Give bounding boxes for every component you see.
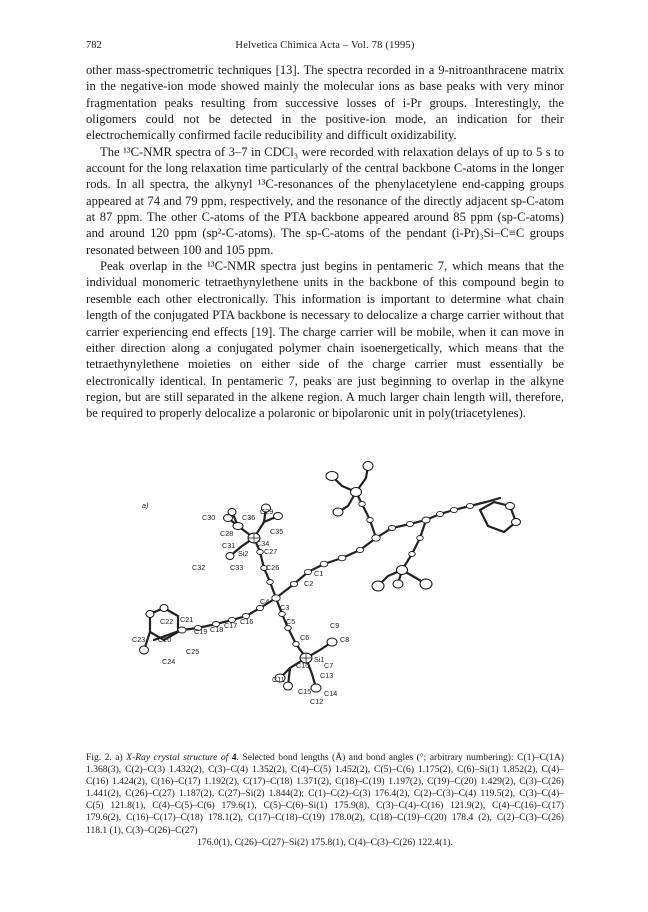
atom-label-c15: C15 (298, 687, 312, 696)
atom-label-c18: C18 (210, 625, 224, 634)
atom-label-c5: C5 (286, 617, 296, 626)
atom-label-c17: C17 (224, 621, 238, 630)
page-number: 782 (86, 40, 102, 51)
atom-label-c27: C27 (264, 547, 278, 556)
atom-label-c10: C10 (296, 661, 310, 670)
atom-label-c19: C19 (194, 627, 208, 636)
atom-label-c25: C25 (186, 647, 200, 656)
atom-label-c22: C22 (160, 617, 174, 626)
figure-caption (86, 752, 564, 849)
atom-label-c31: C31 (222, 541, 236, 550)
paragraph-1: other mass-spectrometric techniques [13]. The spectra recorded in a 9-nitroanthracene matrix in the negative-ion mode showed mainly the molecular ions as base peaks with very minor fragmentation peaks resulting from successive losses of i-Pr groups. Interestingly, the oligomers could not be detected in the positive-ion mode, an indication for their electrochemically confirmed facile reducibility and difficult oxidizability. (86, 63, 564, 143)
caption-fig-label: Fig. 2. a) (86, 752, 123, 763)
atom-label-c21: C21 (180, 615, 194, 624)
heavy-atom-ellipsoids (140, 462, 521, 693)
atom-label-c8: C8 (340, 635, 350, 644)
atom-label-c30: C30 (202, 513, 216, 522)
atom-label-c1: C1 (314, 569, 324, 578)
atom-label-c7: C7 (324, 661, 334, 670)
atom-label-c33: C33 (230, 563, 244, 572)
caption-title: X-Ray crystal structure of (126, 752, 229, 763)
caption-compound: 4 (231, 752, 237, 763)
ortep-drawing (120, 446, 528, 726)
running-head: Helvetica Chimica Acta – Vol. 78 (1995) (235, 40, 415, 51)
atom-label-c29: C29 (260, 507, 274, 516)
atom-label-c36: C36 (242, 513, 256, 522)
atom-label-c23: C23 (132, 635, 146, 644)
atom-label-c13: C13 (320, 671, 334, 680)
atom-label-c11: C11 (272, 675, 285, 684)
atom-label-c16: C16 (240, 617, 254, 626)
atom-label-c9: C9 (330, 621, 340, 630)
atom-label-c20: C20 (158, 635, 172, 644)
caption-body: . Selected bond lengths (Å) and bond angles (°; arbitrary numbering): C(1)–C(1A) 1.368(3), C(2)–C(3) 1.432(2), C(3)–C(4) 1.352(2), C(4)–C(5) 1.452(2), C(5)–C(6) 1.175(2), C(6)–Si(1) 1.852(2), C(4)–C(16) 1.424(2), C(16)–C(17) 1.192(2), C(17)–C(18) 1.371(2), C(18)–C(19) 1.197(2), C(19)–C(20) 1.429(2), C(3)–C(26) 1.441(2), C(26)–C(27) 1.187(2), C(27)–Si(2) 1.844(2); C(1)–C(2)–C(3) 176.4(2), C(2)–C(3)–C(4) 119.5(2), C(3)–C(4)–C(5) 121.8(1), C(4)–C(5)–C(6) 179.6(1), C(5)–C(6)–Si(1) 175.9(8), C(3)–C(4)–C(16) 121.9(2), C(4)–C(16)–C(17) 179.6(2), C(16)–C(17)–C(18) 178.1(2), C(17)–C(18)–C(19) 178.0(2), C(18)–C(19)–C(20) 178.4 (2), C(2)–C(3)–C(26) 118.1 (1), C(3)–C(26)–C(27) (86, 752, 564, 836)
page-header (86, 40, 564, 54)
paragraph-3: Peak overlap in the ¹³C-NMR spectra just begins in pentameric 7, which means that the individual monomeric tetraethynylethene units in the backbone of this compound begin to resemble each other electronically. This information is important to determine what chain length of the conjugated PTA backbone is necessary to delocalize a charge carrier without that carrier experiencing end effects [19]. The charge carrier will be mobile, when it can move in either direction along a conjugated polymer chain isoenergetically, which means that the tetraethynylethene moieties on either side of the charge carrier must essentially be electronically identical. In pentameric 7, peaks are just beginning to overlap in the alkyne region, but are still separated in the alkene region. A much larger chain length will, therefore, be required to properly delocalize a polaronic or bipolaronic unit in poly(triacetylenes). (86, 259, 564, 421)
atom-label-c2: C2 (304, 579, 314, 588)
caption-last-line: 176.0(1), C(26)–C(27)–Si(2) 175.8(1), C(4)–C(3)–C(26) 122.4(1). (197, 836, 453, 848)
atom-label-c28: C28 (220, 529, 234, 538)
atom-label-c24: C24 (162, 657, 176, 666)
crystal-structure-figure (120, 446, 528, 726)
atom-label-c32: C32 (192, 563, 206, 572)
atom-label-si2: Si2 (238, 549, 249, 558)
body-text (86, 62, 564, 422)
atom-label-c34: C34 (256, 539, 270, 548)
atom-label-c26: C26 (266, 563, 280, 572)
atom-label-c12: C12 (310, 697, 324, 706)
atom-label-c4: C4 (260, 597, 270, 606)
backbone-bonds (144, 466, 516, 688)
atom-label-si1: Si1 (314, 655, 325, 664)
paragraph-2: The ¹³C-NMR spectra of 3–7 in CDCl₃ were recorded with relaxation delays of up to 5 s to account for the long relaxation time particularly of the central backbone C-atoms in the longer rods. In all spectra, the alkynyl ¹³C-resonances of the phenylacetylene end-capping groups appeared at 74 and 79 ppm, respectively, and the resonance of the directly adjacent sp-C-atom at 87 ppm. The other C-atoms of the PTA backbone appeared around 85 ppm (sp-C-atoms) and around 120 ppm (sp²-C-atoms). The sp-C-atoms of the pendant (i-Pr)₃Si–C≡C groups resonated between 100 and 105 ppm. (86, 144, 564, 257)
atom-label-c3: C3 (280, 603, 290, 612)
atom-label-c35: C35 (270, 527, 284, 536)
panel-label: a) (142, 501, 149, 510)
atom-label-c14: C14 (324, 689, 338, 698)
atom-label-c6: C6 (300, 633, 310, 642)
